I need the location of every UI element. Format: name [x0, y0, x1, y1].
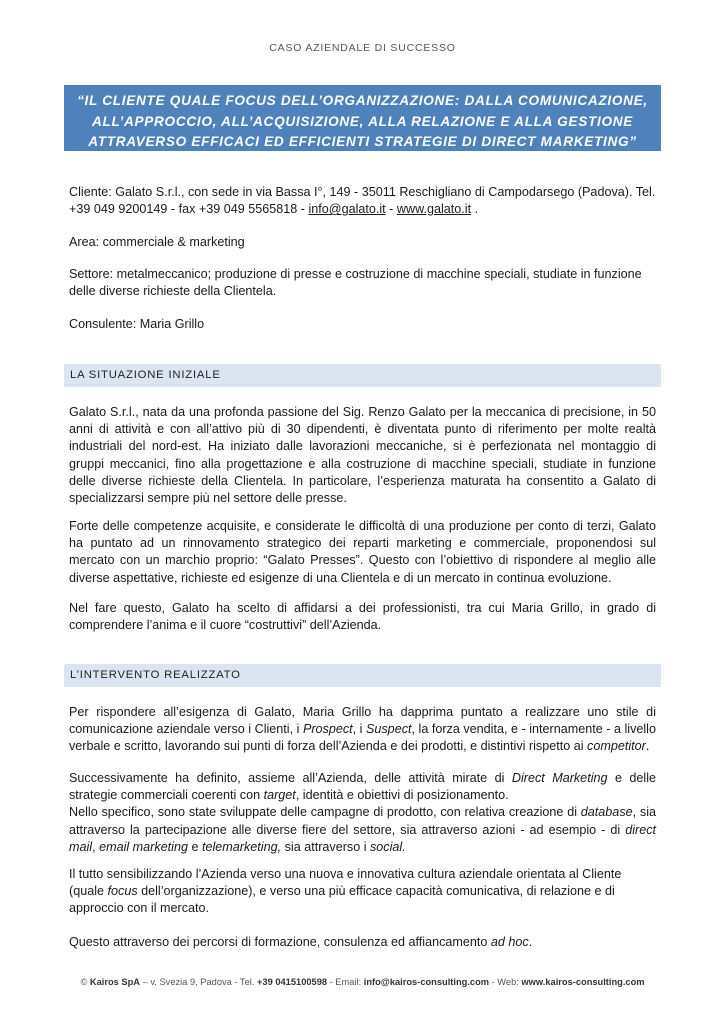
italic-span: telemarketing, [202, 839, 282, 854]
page-footer [0, 977, 725, 987]
text-span: , [92, 839, 100, 854]
situazione-paragraph-1 [69, 404, 656, 507]
intervento-text-3 [69, 804, 656, 856]
situazione-text-2: Forte delle competenze acquisite, e considerate le difficoltà di una produzione per conto di terzi, Galato ha puntato ad un rinnovamento strategico dei reparti marketing e commerciale, proponendosi sul mercato con un marchio proprio: “Galato Presses”. Questo con l’obiettivo di rispondere al meglio alle diverse aspettative, richieste ed esigenze di una Clientela e di un mercato in continua evoluzione. [69, 519, 656, 585]
situazione-text-1: Galato S.r.l., nata da una profonda passione del Sig. Renzo Galato per la meccanica di precisione, in 50 anni di attività e con all’attivo più di 30 dipendenti, è diventata punto di riferimento per molte realtà industriali del nord-est. Ha iniziato dalle lavorazioni meccaniche, si è perfezionata nel montaggio di gruppi meccanici, fino alla progettazione e alla costruzione di macchine speciali, studiate in funzione delle diverse richieste della Clientela. In particolare, l’esperienza maturata ha consentito a Galato di specializzarsi sempre più nel settore delle presse. [69, 405, 656, 506]
copyright-symbol: © [80, 977, 90, 987]
italic-span: email marketing [99, 839, 188, 854]
consulente-info [69, 316, 656, 333]
title-line-2: ALL’APPROCCIO, ALL’ACQUISIZIONE, ALLA RELAZIONE E ALLA GESTIONE [91, 113, 634, 129]
client-text: Cliente: Galato S.r.l., con sede in via Bassa I°, 149 - 35011 Reschigliano di Campodarsego (Padova). Tel. +39 049 9200149 - fax +39 049 5565818 - [69, 185, 656, 217]
settore-info [69, 266, 656, 300]
italic-span: Prospect [302, 722, 353, 737]
area-text: Area: commerciale & marketing [69, 235, 245, 249]
footer-web-label: - Web: [489, 977, 522, 987]
section-intervento-realizzato: L’INTERVENTO REALIZZATO [64, 664, 661, 687]
intervento-paragraph-4 [69, 866, 656, 918]
text-span: e delle strategie commerciali coerenti con [69, 771, 656, 803]
text-span: Il tutto sensibilizzando l’Azienda verso una nuova e innovativa cultura aziendale orientata al Cliente (quale [69, 867, 622, 899]
intervento-text-5 [69, 934, 656, 951]
intervento-paragraph-5 [69, 934, 656, 951]
intervento-text-2 [69, 770, 656, 804]
footer-web[interactable]: www.kairos-consulting.com [521, 977, 645, 987]
text-span: e [187, 839, 202, 854]
intervento-paragraph-1 [69, 704, 656, 756]
client-paragraph [69, 184, 656, 218]
italic-span: Direct Marketing [511, 771, 608, 785]
footer-address: – v. Svezia 9, Padova - Tel. [140, 977, 257, 987]
text-span: Per rispondere all’esigenza di Galato, Maria Grillo ha dapprima puntato a realizzare uno stile di comunicazione aziendale verso i Clienti, i [69, 705, 656, 737]
text-span: sia attraverso i [281, 839, 370, 854]
footer-phone: +39 0415100598 [256, 977, 328, 987]
italic-span: social. [370, 839, 406, 854]
footer-email[interactable]: info@kairos-consulting.com [363, 977, 490, 987]
section-situazione-iniziale: LA SITUAZIONE INIZIALE [64, 364, 661, 387]
situazione-text-3: Nel fare questo, Galato ha scelto di affidarsi a dei professionisti, tra cui Maria Grillo, in grado di comprendere l’anima e il cuore “costruttivi” dell’Azienda. [69, 601, 656, 633]
client-end: . [471, 202, 479, 217]
client-website-link[interactable]: www.galato.it [396, 202, 472, 217]
intervento-text-1 [69, 704, 656, 756]
client-info [69, 184, 656, 218]
italic-span: Suspect [365, 722, 412, 737]
italic-span: target [263, 788, 296, 803]
text-span: dell’organizzazione), e verso una più efficace capacità comunicativa, di relazione e di approccio con il mercato. [69, 884, 615, 916]
title-banner [64, 85, 661, 151]
situazione-paragraph-3 [69, 600, 656, 634]
text-span: Questo attraverso dei percorsi di formazione, consulenza ed affiancamento [69, 935, 491, 949]
italic-span: direct mail [69, 822, 656, 854]
title-line-1: “IL CLIENTE QUALE FOCUS DELL’ORGANIZZAZIONE: DALLA COMUNICAZIONE, [77, 93, 648, 108]
text-span: , la forza vendita, e - internamente - a livello verbale e scritto, lavorando sui punti di forza dell’Azienda e dei prodotti, e distintivi rispetto ai [69, 722, 656, 754]
italic-span: competitor [587, 739, 646, 754]
settore-text: Settore: metalmeccanico; produzione di presse e costruzione di macchine speciali, studiate in funzione delle diverse richieste della Clientela. [69, 267, 642, 299]
consulente-text: Consulente: Maria Grillo [69, 317, 205, 331]
italic-span: ad hoc [490, 935, 529, 949]
situazione-paragraph-2 [69, 518, 656, 587]
footer-email-label: - Email: [327, 977, 364, 987]
intervento-paragraph-2 [69, 770, 656, 856]
text-span: . [645, 739, 650, 754]
area-info [69, 234, 656, 251]
text-span: , identità e obiettivi di posizionamento. [295, 788, 509, 803]
text-span: Nello specifico, sono state sviluppate delle campagne di prodotto, con relativa creazione di [69, 805, 581, 820]
text-span: Successivamente ha definito, assieme all’Azienda, delle attività mirate di [69, 771, 512, 785]
text-span: , sia attraverso la partecipazione alle diverse fiere del settore, sia attraverso azioni - ad esempio - di [69, 805, 656, 837]
title-line-3: ATTRAVERSO EFFICACI ED EFFICIENTI STRATEGIE DI DIRECT MARKETING” [88, 134, 637, 149]
italic-span: database [580, 805, 633, 820]
page-header: CASO AZIENDALE DI SUCCESSO [269, 42, 456, 54]
client-separator: - [385, 202, 397, 217]
text-span: , i [352, 722, 366, 737]
footer-company: Kairos SpA [89, 977, 141, 987]
intervento-text-4 [69, 866, 656, 918]
italic-span: focus [107, 884, 138, 899]
text-span: . [528, 935, 533, 949]
client-email-link[interactable]: info@galato.it [308, 202, 386, 217]
